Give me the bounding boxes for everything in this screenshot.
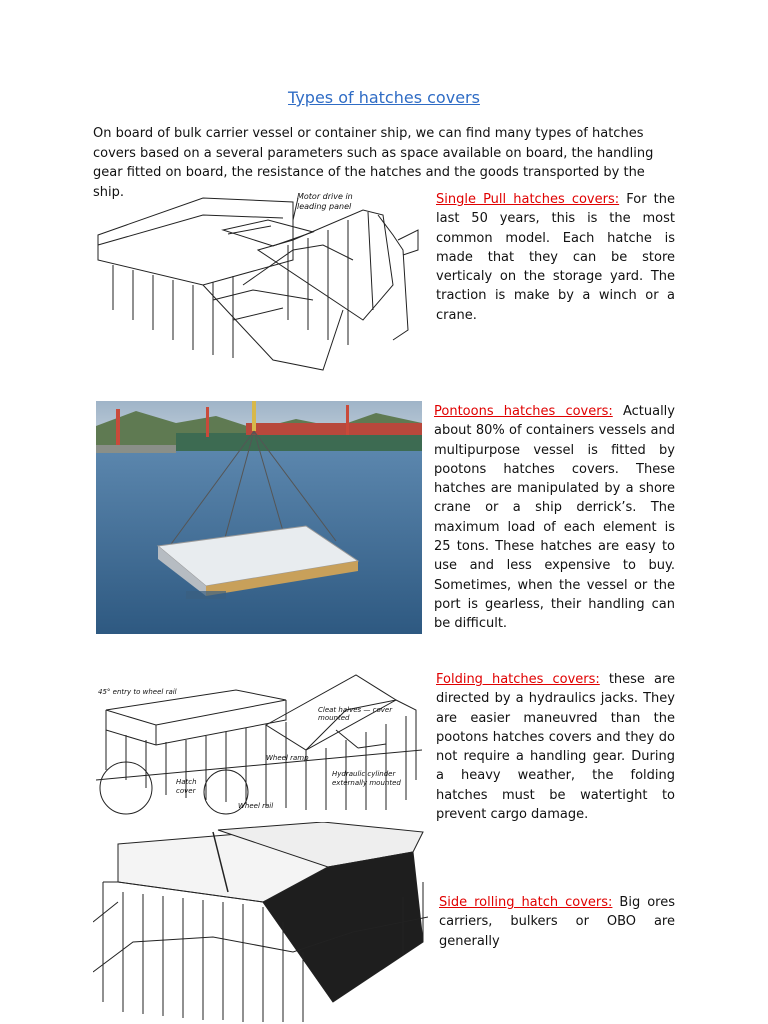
section-text-side-rolling: Big ores carriers, bulkers or OBO are generally [439,895,675,949]
page-title: Types of hatches covers [288,88,480,107]
figure-single-pull [93,190,423,376]
fig3-label-3: Wheel ramp [266,754,309,762]
fig3-label-5: cover [176,787,196,795]
section-single-pull [436,190,675,325]
fig3-label-6: Hydraulic cylinder [332,770,396,778]
fig3-label-1: 45° entry to wheel rail [98,688,177,696]
figure-side-rolling [93,822,428,1024]
fig3-label-2: Cleat halves — cover mounted [318,706,393,722]
fig1-label-1: Motor drive in [297,192,353,201]
fig3-label-7: externally mounted [332,779,401,787]
section-text-single-pull: For the last 50 years, this is the most common model. Each hatche is made that they can be store verticaly on the storage yard. The traction is make by a winch or a crane. [436,192,675,323]
fig1-label-2: leading panel [297,202,352,211]
figure-pontoons [96,401,422,634]
section-pontoons [434,402,675,634]
section-text-pontoons: Actually about 80% of containers vessels and multipurpose vessel is fitted by pootons hatches covers. These hatches are manipulated by a shore crane or a ship derrick’s. The maximum load of each element is 25 tons. These hatches are easy to use and less expensive to buy. Sometimes, when the vessel or the port is gearless, their handling can be difficult. [434,404,675,632]
intro-paragraph: On board of bulk carrier vessel or container ship, we can find many types of hatches covers based on a several parameters such as space available on board, the handling gear fitted on board, the resistance of the hatches and the goods transported by the ship. [93,126,654,200]
section-heading-single-pull: Single Pull hatches covers: [436,192,620,207]
single-pull-drawing [93,190,423,376]
pontoon-photo [96,401,422,634]
section-folding [436,670,675,824]
section-heading-folding: Folding hatches covers: [436,672,600,687]
fig3-label-4: Hatch [176,778,197,786]
section-heading-pontoons: Pontoons hatches covers: [434,404,613,419]
side-rolling-drawing [93,822,428,1024]
section-side-rolling [439,893,675,951]
section-heading-side-rolling: Side rolling hatch covers: [439,895,613,910]
figure-folding [96,670,422,815]
section-text-folding: these are directed by a hydraulics jacks. They are easier maneuvred than the pootons hatches covers and they do not require a handling gear. During a heavy weather, the folding hatches must be watertight to prevent cargo damage. [436,672,675,823]
fig3-label-8: Wheel rail [238,802,274,810]
